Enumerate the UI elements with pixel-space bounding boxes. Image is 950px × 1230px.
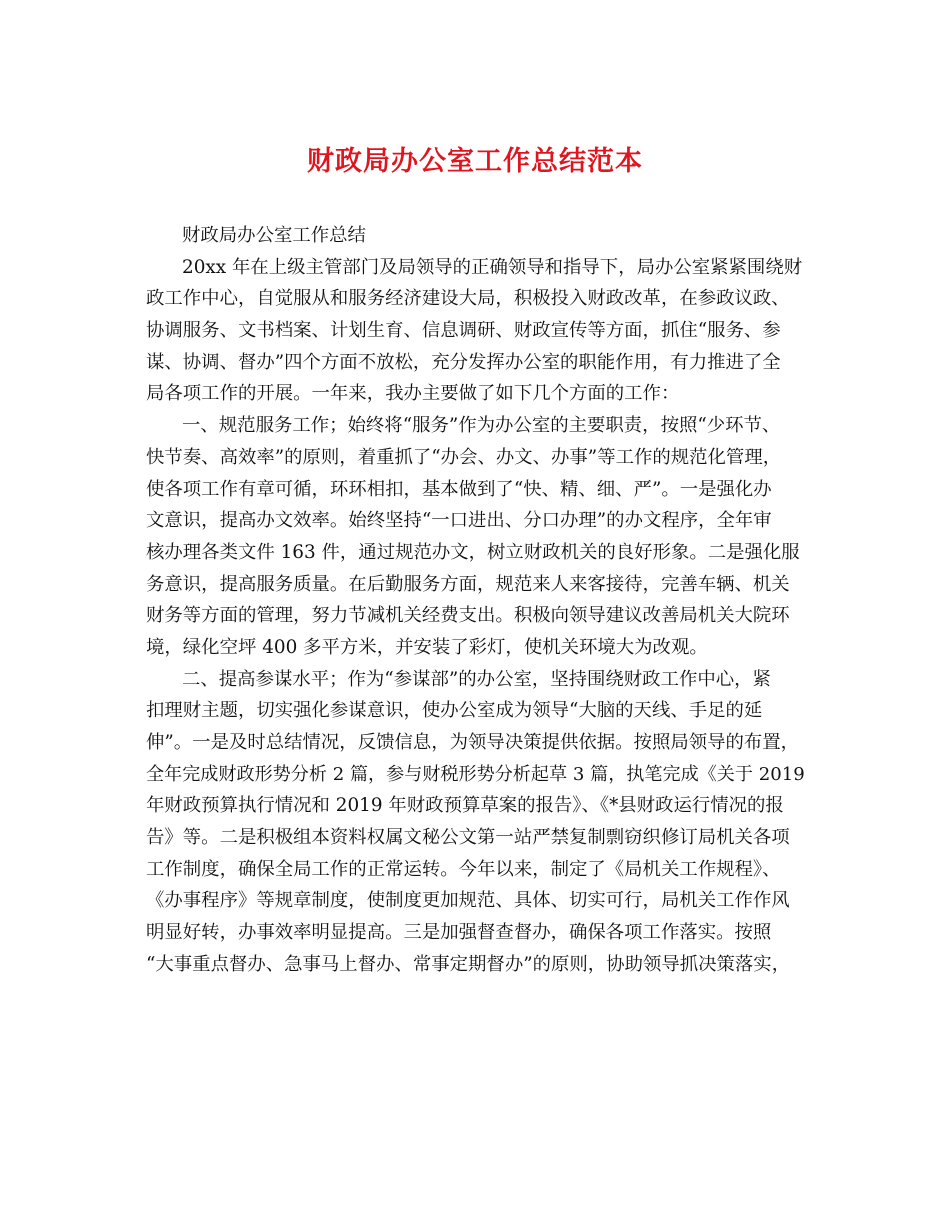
paragraph-line: 谋、协调、督办”四个方面不放松，充分发挥办公室的职能作用，有力推进了全 [146,351,781,373]
paragraph-line: 一、规范服务工作；始终将“服务”作为办公室的主要职责，按照“少环节、 [182,415,781,437]
paragraph-line: 告》等。二是积极组本资料权属文秘公文第一站严禁复制剽窃织修订局机关各项 [146,827,790,849]
paragraph-line: 协调服务、文书档案、计划生育、信息调研、财政宣传等方面，抓住“服务、参 [146,320,781,342]
paragraph-line: 务意识，提高服务质量。在后勤服务方面，规范来人来客接待，完善车辆、机关 [146,573,790,595]
document-title: 财政局办公室工作总结范本 [307,146,643,177]
document-body [146,220,808,981]
paragraph-line: 年财政预算执行情况和 2019 年财政预算草案的报告》、《*县财政运行情况的报 [146,795,784,817]
paragraph-line: 财务等方面的管理，努力节减机关经费支出。积极向领导建议改善局机关大院环 [146,605,790,627]
paragraph-line: 《办事程序》等规章制度，使制度更加规范、具体、切实可行，局机关工作作风 [146,890,790,912]
paragraph-line: 政工作中心，自觉服从和服务经济建设大局，积极投入财政改革，在参政议政、 [146,288,790,310]
paragraph-line: 二、提高参谋水平；作为“参谋部”的办公室，坚持围绕财政工作中心，紧 [182,668,771,690]
paragraph-line: 快节奏、高效率”的原则，着重抓了“办会、办文、办事”等工作的规范化管理， [146,446,782,468]
paragraph-line: 核办理各类文件 163 件，通过规范办文，树立财政机关的良好形象。二是强化服 [146,541,800,563]
paragraph-line: 文意识，提高办文效率。始终坚持“一口进出、分口办理”的办文程序，全年审 [146,510,772,532]
paragraph-line: 境，绿化空坪 400 多平方米，并安装了彩灯，使机关环境大为改观。 [146,636,708,658]
paragraph-line: 扣理财主题，切实强化参谋意识，使办公室成为领导“大脑的天线、手足的延 [146,700,763,722]
paragraph-line: 明显好转，办事效率明显提高。三是加强督查督办，确保各项工作落实。按照 [146,922,772,944]
paragraph-line: 全年完成财政形势分析 2 篇，参与财税形势分析起草 3 篇，执笔完成《关于 2019 [146,763,805,785]
paragraph-line: 20xx 年在上级主管部门及局领导的正确领导和指导下，局办公室紧紧围绕财 [182,256,803,278]
paragraph-line: “大事重点督办、急事马上督办、常事定期督办”的原则，协助领导抓决策落实， [146,953,791,975]
paragraph-heading: 财政局办公室工作总结 [182,225,366,246]
paragraph-line: 使各项工作有章可循，环环相扣，基本做到了“快、精、细、严”。一是强化办 [146,478,772,500]
paragraph-line: 工作制度，确保全局工作的正常运转。今年以来，制定了《局机关工作规程》、 [146,858,781,880]
paragraph-line: 伸”。一是及时总结情况，反馈信息，为领导决策提供依据。按照局领导的布置， [146,732,800,753]
paragraph-line: 局各项工作的开展。一年来，我办主要做了如下几个方面的工作： [146,383,680,405]
